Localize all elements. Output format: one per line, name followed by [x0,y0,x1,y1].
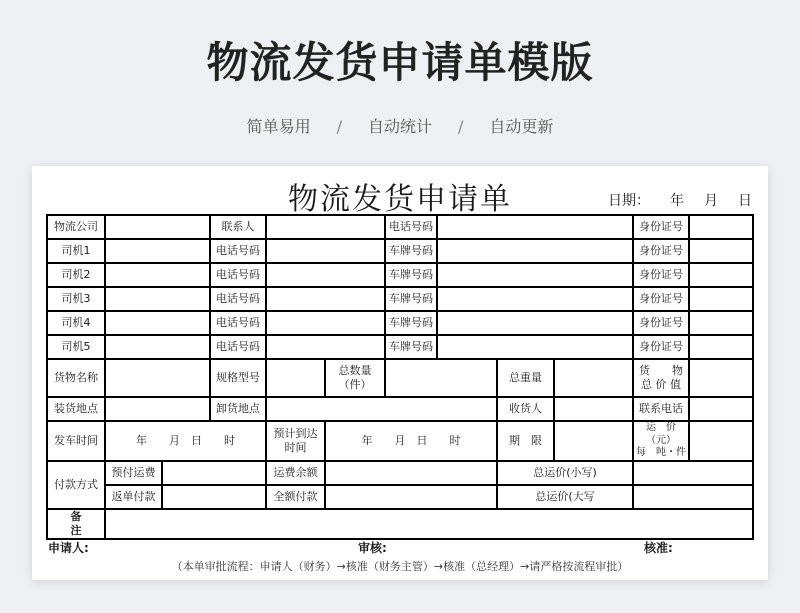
date-year: 年 [670,193,684,209]
unload-place-label: 卸货地点 [210,397,266,421]
form-title: 物流发货申请单 [288,182,512,217]
freight-price-label [633,421,689,461]
driver-plate-label: 车牌号码 [385,263,437,287]
company-label: 物流公司 [47,215,105,239]
driver-row [47,311,753,335]
approve-label: 核准: [644,541,673,555]
freight-price-line2: 每 吨・件 [636,447,687,458]
driver-row [47,239,753,263]
goods-row [47,359,753,397]
driver-row [47,263,753,287]
total-small-input[interactable] [633,461,753,485]
goods-name-label: 货物名称 [47,359,105,397]
driver-phone-label: 电话号码 [210,311,266,335]
company-phone-label: 电话号码 [385,215,437,239]
weight-label: 总重量 [497,359,554,397]
period-label: 期 限 [497,421,554,461]
spec-input[interactable] [266,359,325,397]
date-label: 日期： [608,193,650,209]
driver-phone-input[interactable] [266,263,385,287]
driver-id-label: 身份证号 [633,239,689,263]
goods-name-input[interactable] [105,359,210,397]
driver-label: 司机5 [47,335,105,359]
arrive-time-line2: 时间 [284,440,307,454]
total-small-label: 总运价(小写) [497,461,633,485]
arrive-time-label [266,421,325,461]
driver-plate-input[interactable] [437,239,633,263]
page-title: 物流发货申请单模版 [206,38,594,87]
company-row [47,215,753,239]
remarks-label-line1: 备 [70,509,82,523]
unload-place-input[interactable] [266,397,497,421]
driver-name-input[interactable] [105,287,210,311]
contact-label: 联系人 [210,215,266,239]
prepaid-label: 预付运费 [105,461,162,485]
quantity-label-line2: （件） [338,378,372,391]
full-payment-input[interactable] [325,485,497,509]
quantity-label-line1: 总数量 [338,364,372,378]
driver-phone-label: 电话号码 [210,335,266,359]
driver-id-label: 身份证号 [633,311,689,335]
remarks-row [47,509,753,539]
company-phone-input[interactable] [437,215,633,239]
driver-id-input[interactable] [689,335,753,359]
balance-input[interactable] [325,461,497,485]
driver-plate-label: 车牌号码 [385,287,437,311]
company-input[interactable] [105,215,210,239]
date-day: 日 [738,193,752,209]
driver-id-label: 身份证号 [633,335,689,359]
full-payment-label: 全额付款 [266,485,325,509]
weight-input[interactable] [554,359,633,397]
driver-id-input[interactable] [689,239,753,263]
driver-id-label: 身份证号 [633,263,689,287]
driver-label: 司机3 [47,287,105,311]
driver-phone-input[interactable] [266,287,385,311]
driver-id-label: 身份证号 [633,287,689,311]
tagline-2: 自动统计 [367,117,432,136]
receiver-label: 收货人 [497,397,554,421]
driver-phone-label: 电话号码 [210,287,266,311]
payment-method-label: 付款方式 [47,461,105,509]
date-month: 月 [704,193,718,209]
freight-price-input[interactable] [689,421,753,461]
driver-name-input[interactable] [105,263,210,287]
tagline-bar [0,114,800,137]
receiver-input[interactable] [554,397,633,421]
balance-label: 运费余额 [266,461,325,485]
driver-plate-input[interactable] [437,263,633,287]
approval-flow-note: （本单审批流程：申请人（财务）→核准（财务主管）→核准（总经理）→请严格按流程审批） [171,560,629,573]
arrive-time-line1: 预计到达 [273,427,318,440]
spec-label: 规格型号 [210,359,266,397]
driver-plate-label: 车牌号码 [385,239,437,263]
review-label: 审核: [358,541,387,555]
prepaid-input[interactable] [162,461,266,485]
goods-value-label [633,359,689,397]
driver-plate-label: 车牌号码 [385,335,437,359]
driver-label: 司机1 [47,239,105,263]
driver-name-input[interactable] [105,335,210,359]
tagline-separator-2: / [458,117,464,136]
arrive-time-input[interactable]: 年 月 日 时 [325,421,497,461]
payment-row-2 [47,485,753,509]
driver-phone-input[interactable] [266,239,385,263]
receiver-phone-label: 联系电话 [633,397,689,421]
form-sheet [32,166,768,580]
driver-phone-input[interactable] [266,311,385,335]
quantity-input[interactable] [385,359,497,397]
quantity-label [325,359,385,397]
company-id-label: 身份证号 [633,215,689,239]
receiver-phone-input[interactable] [689,397,753,421]
tagline-3: 自动更新 [489,117,554,136]
company-id-input[interactable] [689,215,753,239]
places-row [47,397,753,421]
driver-name-input[interactable] [105,239,210,263]
total-big-input[interactable] [633,485,753,509]
request-form-table [46,214,754,540]
goods-value-line2: 总 价 值 [641,378,682,391]
remarks-label [47,509,105,539]
return-payment-label: 返单付款 [105,485,162,509]
return-payment-input[interactable] [162,485,266,509]
contact-input[interactable] [266,215,385,239]
driver-id-input[interactable] [689,287,753,311]
times-row [47,421,753,461]
driver-label: 司机4 [47,311,105,335]
driver-row [47,335,753,359]
driver-plate-input[interactable] [437,287,633,311]
date-field [608,190,752,210]
remarks-input[interactable] [105,509,753,539]
driver-row [47,287,753,311]
driver-phone-label: 电话号码 [210,263,266,287]
load-place-input[interactable] [105,397,210,421]
driver-phone-input[interactable] [266,335,385,359]
tagline-1: 简单易用 [246,117,311,136]
tagline-separator-1: / [336,117,342,136]
driver-plate-input[interactable] [437,335,633,359]
remarks-label-line2: 注 [70,523,82,537]
goods-value-line1: 货 物 [639,364,684,378]
driver-id-input[interactable] [689,311,753,335]
goods-value-input[interactable] [689,359,753,397]
applicant-label: 申请人: [48,541,89,555]
depart-time-input[interactable]: 年 月 日 时 [105,421,266,461]
load-place-label: 装货地点 [47,397,105,421]
driver-id-input[interactable] [689,263,753,287]
payment-row-1 [47,461,753,485]
driver-phone-label: 电话号码 [210,239,266,263]
total-big-label: 总运价(大写 [497,485,633,509]
depart-time-label: 发车时间 [47,421,105,461]
driver-label: 司机2 [47,263,105,287]
period-input[interactable] [554,421,633,461]
driver-plate-input[interactable] [437,311,633,335]
driver-plate-label: 车牌号码 [385,311,437,335]
freight-price-line1: 运 价（元） [646,422,677,446]
driver-name-input[interactable] [105,311,210,335]
